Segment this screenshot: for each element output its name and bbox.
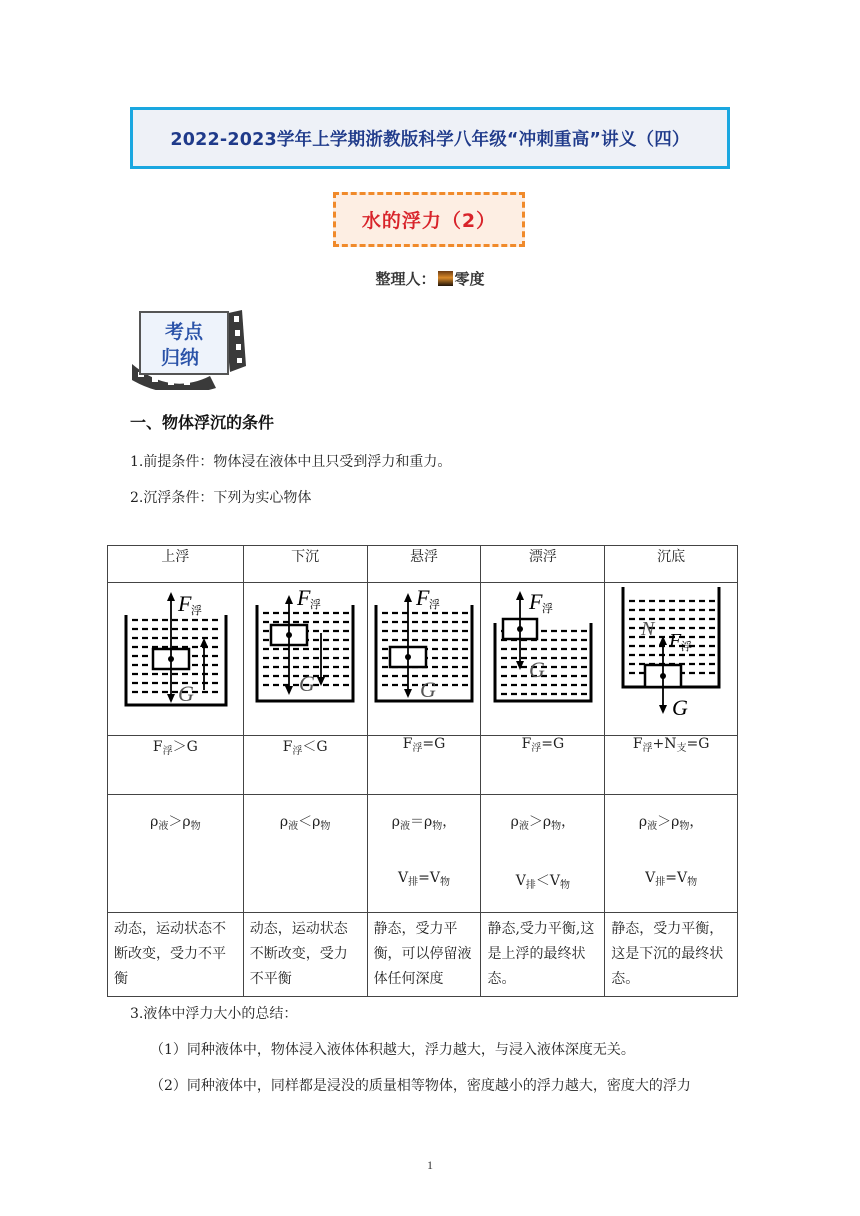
table-description-row <box>108 913 738 997</box>
figure-cell <box>367 583 481 736</box>
title-box <box>130 107 730 169</box>
svg-text:F: F <box>178 591 192 616</box>
header-cell: 上浮 <box>108 546 244 583</box>
description-cell: 静态,受力平衡,这是上浮的最终状态。 <box>481 913 605 997</box>
svg-text:G: G <box>672 695 689 718</box>
organizer-name: 零度 <box>454 270 485 288</box>
description-cell: 动态，运动状态不断改变，受力不平衡 <box>243 913 367 997</box>
table-force-row <box>108 736 738 795</box>
svg-text:浮: 浮 <box>681 640 693 653</box>
figure-cell <box>108 583 244 736</box>
paragraph-premise: 1.前提条件：物体浸在液体中且只受到浮力和重力。 <box>130 454 452 470</box>
organizer-line <box>0 268 860 289</box>
figure-cell <box>481 583 605 736</box>
svg-text:G: G <box>420 677 436 702</box>
organizer-avatar-icon <box>438 271 453 286</box>
badge-line1: 考点 <box>164 321 204 343</box>
sinking-diagram <box>251 583 359 708</box>
header-cell: 漂浮 <box>481 546 605 583</box>
force-cell: $F_浮+N_支=G$ <box>605 736 738 795</box>
organizer-label: 整理人： <box>375 270 436 288</box>
section-badge <box>130 306 248 390</box>
bottom-diagram <box>617 583 725 718</box>
density-cell: $\rho_液>\rho_物$ <box>108 795 244 913</box>
svg-text:F: F <box>528 589 543 614</box>
paragraph-item-2: （2）同种液体中，同样都是浸没的质量相等物体，密度越小的浮力越大，密度大的浮力 <box>150 1078 691 1094</box>
table-density-row <box>108 795 738 913</box>
svg-text:浮: 浮 <box>541 602 553 615</box>
header-cell: 悬浮 <box>367 546 481 583</box>
density-cell: $\rho_液=\rho_物$， $V_排=V_物$ <box>367 795 481 913</box>
header-cell: 下沉 <box>243 546 367 583</box>
force-cell: $F_浮>G$ <box>108 736 244 795</box>
figure-cell <box>243 583 367 736</box>
page-number: 1 <box>427 1158 433 1172</box>
svg-text:浮: 浮 <box>429 598 441 611</box>
force-cell: $F_浮=G$ <box>367 736 481 795</box>
page-title: 2022-2023学年上学期浙教版科学八年级“冲刺重高”讲义（四） <box>170 129 690 150</box>
section-heading: 一、物体浮沉的条件 <box>130 413 275 432</box>
description-cell: 静态，受力平衡，这是下沉的最终状态。 <box>605 913 738 997</box>
table-figure-row <box>108 583 738 736</box>
paragraph-summary: 3.液体中浮力大小的总结： <box>130 1006 298 1022</box>
floating-diagram <box>489 583 597 708</box>
density-cell: $\rho_液<\rho_物$ <box>243 795 367 913</box>
suspended-diagram <box>370 583 478 708</box>
force-cell: $F_浮<G$ <box>243 736 367 795</box>
float-sink-table <box>107 545 738 997</box>
svg-text:F: F <box>416 585 430 610</box>
svg-text:G: G <box>528 657 545 682</box>
svg-text:G: G <box>299 671 316 696</box>
paragraph-conditions: 2.沉浮条件：下列为实心物体 <box>130 490 312 506</box>
table-header-row <box>108 546 738 583</box>
description-cell: 静态，受力平衡，可以停留液体任何深度 <box>367 913 481 997</box>
svg-text:G: G <box>178 681 195 706</box>
density-cell: $\rho_液>\rho_物$， $V_排<V_物$ <box>481 795 605 913</box>
svg-text:F: F <box>669 630 682 652</box>
subtitle: 水的浮力（2） <box>361 210 497 232</box>
svg-text:浮: 浮 <box>191 604 203 617</box>
description-cell: 动态，运动状态不断改变，受力不平衡 <box>108 913 244 997</box>
figure-cell <box>605 583 738 736</box>
header-cell: 沉底 <box>605 546 738 583</box>
density-cell: $\rho_液>\rho_物$， $V_排=V_物$ <box>605 795 738 913</box>
rising-diagram <box>116 583 234 708</box>
force-cell: $F_浮=G$ <box>481 736 605 795</box>
paragraph-item-1: （1）同种液体中，物体浸入液体体积越大，浮力越大，与浸入液体深度无关。 <box>150 1042 635 1058</box>
badge-line2: 归纳 <box>160 347 200 369</box>
svg-text:F: F <box>297 585 311 610</box>
svg-text:N: N <box>641 618 655 640</box>
subtitle-box <box>333 192 525 247</box>
svg-text:浮: 浮 <box>310 598 322 611</box>
